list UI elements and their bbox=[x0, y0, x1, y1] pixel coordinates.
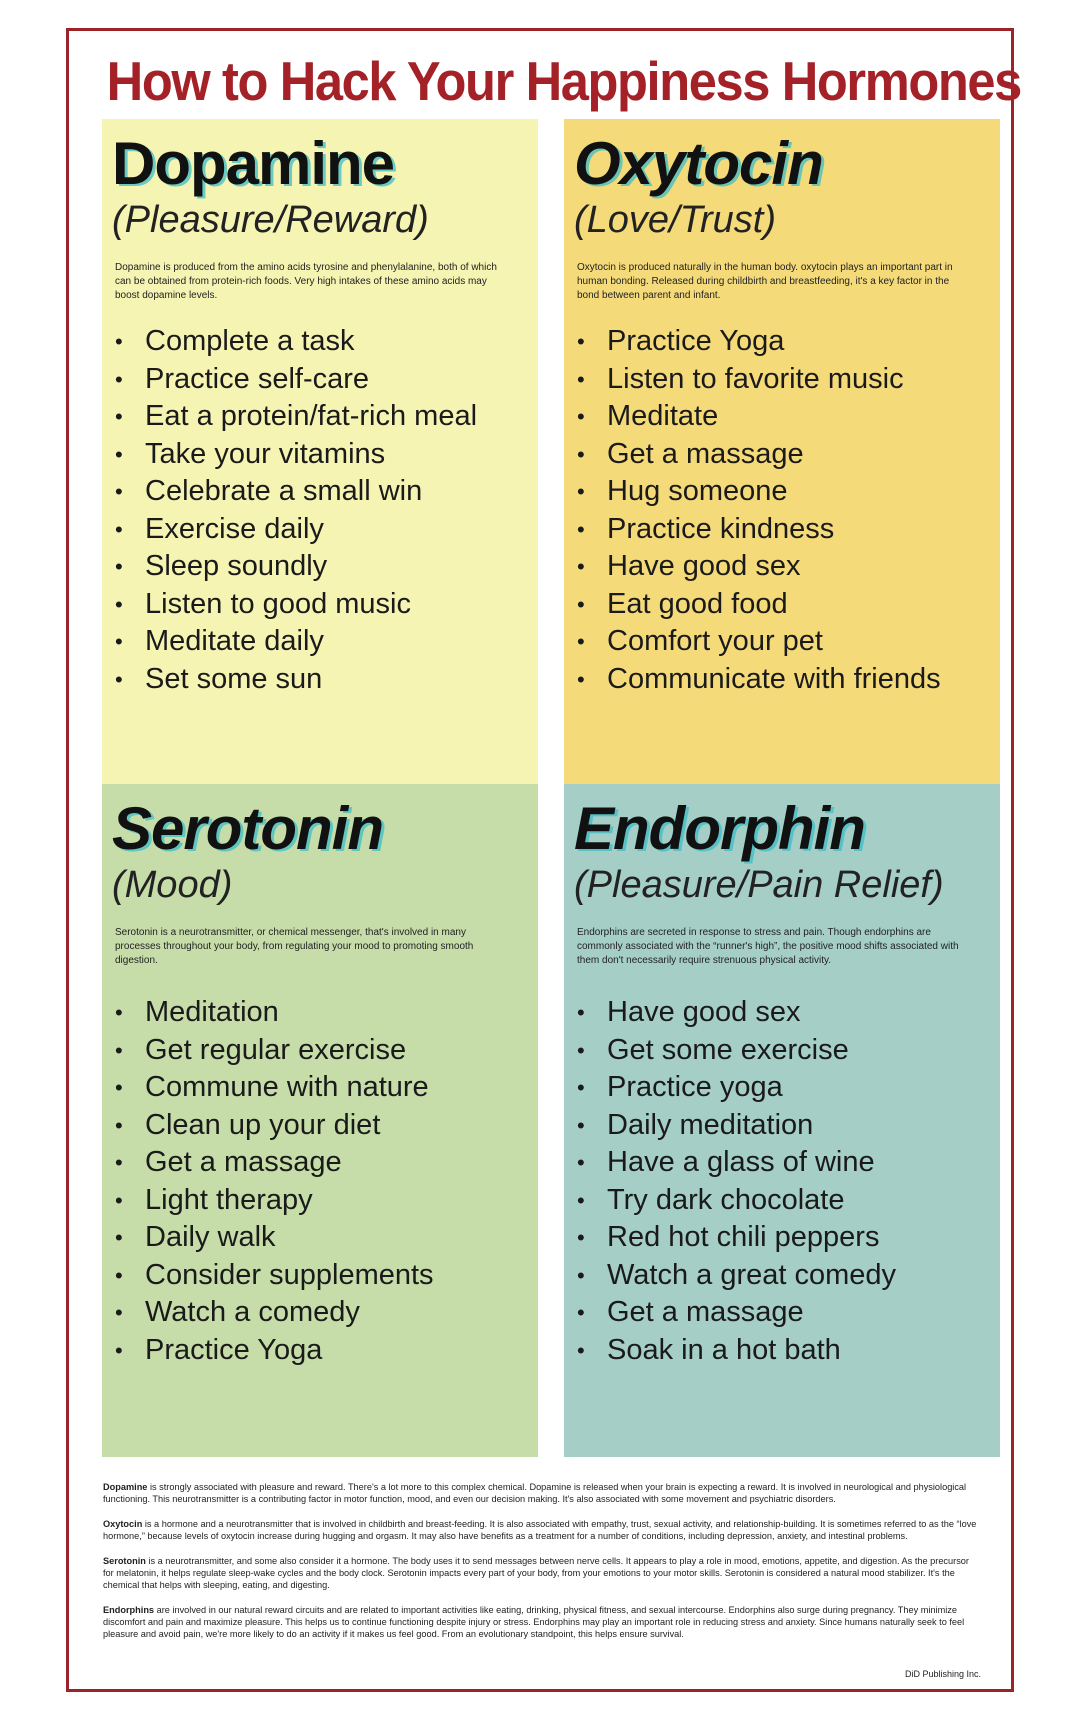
tip-item bbox=[112, 1107, 528, 1145]
tip-text: Commune with nature bbox=[145, 1071, 429, 1103]
tip-text: Get regular exercise bbox=[145, 1033, 407, 1066]
bullet-icon: • bbox=[115, 629, 123, 654]
bullet-icon: • bbox=[577, 404, 585, 429]
panel-dopamine bbox=[102, 119, 538, 784]
bullet-icon: • bbox=[115, 591, 123, 617]
tip-text: Hug someone bbox=[607, 475, 788, 507]
tip-item bbox=[574, 661, 990, 699]
tip-item bbox=[574, 586, 990, 624]
tip-item bbox=[574, 1332, 990, 1370]
tip-item bbox=[574, 1182, 990, 1220]
tips-list bbox=[112, 994, 528, 1369]
bullet-icon: • bbox=[577, 441, 585, 467]
tip-text: Listen to good music bbox=[145, 587, 411, 620]
hormone-name: Dopamine bbox=[112, 130, 395, 197]
footer-paragraph bbox=[103, 1555, 979, 1591]
bullet-icon: • bbox=[115, 1150, 123, 1175]
tip-item bbox=[112, 436, 528, 474]
tip-text: Take your vitamins bbox=[145, 437, 386, 470]
hormone-description: Endorphins are secreted in response to stress and pain. Though endorphins are commonly associated with the “runner's high”, the positive mood shifts associated with them don't necessarily require strenuous physical activity. bbox=[577, 927, 959, 966]
bullet-icon: • bbox=[577, 366, 585, 392]
tip-text: Daily walk bbox=[145, 1221, 276, 1253]
page-title: How to Hack Your Happiness Hormones bbox=[106, 50, 1021, 112]
tip-text: Watch a comedy bbox=[145, 1296, 360, 1328]
tip-item bbox=[574, 511, 990, 549]
hormone-name: Serotonin bbox=[112, 795, 383, 862]
bullet-icon: • bbox=[115, 666, 123, 692]
poster-frame bbox=[66, 28, 1021, 1692]
bullet-icon: • bbox=[577, 1150, 585, 1175]
tips-list bbox=[574, 994, 990, 1369]
tip-item bbox=[112, 1332, 528, 1370]
bullet-icon: • bbox=[577, 1075, 585, 1100]
tips-list bbox=[112, 323, 528, 698]
tip-text: Practice self-care bbox=[145, 362, 370, 395]
tip-text: Get some exercise bbox=[607, 1033, 849, 1066]
bullet-icon: • bbox=[115, 1000, 123, 1025]
tip-text: Eat a protein/fat-rich meal bbox=[145, 400, 478, 432]
hormone-subtitle: (Pleasure/Reward) bbox=[112, 199, 429, 241]
hormone-name: Endorphin bbox=[574, 795, 865, 862]
tip-item bbox=[112, 1219, 528, 1257]
footer-text: is a neurotransmitter, and some also consider it a hormone. The body uses it to send messages between nerve cells. It appears to play a role in mood, emotions, appetite, and digestion. As the precursor for melatonin, it helps regulate sleep-wake cycles and the body clock. Serotonin impacts every part of your body, from your emotions to your motor skills. Serotonin is considered a natural mood stabilizer. It's the chemical that helps with sleeping, eating, and digesting. bbox=[103, 1556, 969, 1590]
bullet-icon: • bbox=[577, 554, 585, 579]
tip-text: Light therapy bbox=[145, 1183, 313, 1216]
tip-text: Daily meditation bbox=[607, 1108, 814, 1141]
bullet-icon: • bbox=[115, 1225, 123, 1250]
footer-term: Serotonin bbox=[103, 1556, 146, 1566]
bullet-icon: • bbox=[577, 666, 585, 692]
tip-text: Have good sex bbox=[607, 550, 801, 582]
tip-text: Practice Yoga bbox=[145, 1333, 323, 1366]
tip-item bbox=[112, 1257, 528, 1295]
footer-text: is a hormone and a neurotransmitter that is involved in childbirth and breast-feeding. It is also associated with empathy, trust, sexual activity, and relationship-building. It is sometimes referred to as the “love hormone,” because levels of oxytocin increase during hugging and orgasm. It may also have benefits as a treatment for a number of conditions, including depression, anxiety, and intestinal problems. bbox=[103, 1519, 977, 1541]
footer-term: Dopamine bbox=[103, 1482, 148, 1492]
tip-item bbox=[574, 398, 990, 436]
tip-item bbox=[574, 994, 990, 1032]
tip-text: Have a glass of wine bbox=[607, 1146, 875, 1178]
footer-paragraph bbox=[103, 1481, 979, 1505]
bullet-icon: • bbox=[115, 1037, 123, 1063]
panel-endorphin bbox=[564, 784, 1000, 1457]
bullet-icon: • bbox=[577, 1262, 585, 1288]
tip-text: Listen to favorite music bbox=[607, 362, 904, 395]
bullet-icon: • bbox=[115, 404, 123, 429]
bullet-icon: • bbox=[577, 1300, 585, 1325]
tip-item bbox=[574, 623, 990, 661]
tip-item bbox=[574, 548, 990, 586]
tip-text: Consider supplements bbox=[145, 1258, 434, 1291]
tip-text: Soak in a hot bath bbox=[607, 1333, 841, 1366]
tip-item bbox=[574, 473, 990, 511]
tip-item bbox=[574, 436, 990, 474]
tip-item bbox=[574, 1144, 990, 1182]
hormone-description: Serotonin is a neurotransmitter, or chemical messenger, that's involved in many processes throughout your body, from regulating your mood to promoting smooth digestion. bbox=[115, 927, 474, 966]
tip-text: Red hot chili peppers bbox=[607, 1221, 880, 1253]
tip-item bbox=[574, 1294, 990, 1332]
footer-text: are involved in our natural reward circuits and are related to important activities like eating, drinking, physical fitness, and sexual intercourse. Endorphins also surge during pregnancy. They minimize discomfort and pain and maximize pleasure. This helps us to continue functioning despite injury or stress. Endorphins may play an important role in reducing stress and anxiety. Since humans naturally seek to feel pleasure and avoid pain, we're more likely to do an activity if it makes us feel good. From an evolutionary standpoint, this helps ensure survival. bbox=[103, 1605, 965, 1639]
bullet-icon: • bbox=[115, 516, 123, 542]
bullet-icon: • bbox=[115, 1187, 123, 1213]
bullet-icon: • bbox=[115, 366, 123, 392]
tip-item bbox=[112, 398, 528, 436]
tip-item bbox=[112, 994, 528, 1032]
bullet-icon: • bbox=[115, 1337, 123, 1363]
bullet-icon: • bbox=[115, 1300, 123, 1325]
tip-item bbox=[574, 1032, 990, 1070]
bullet-icon: • bbox=[115, 1075, 123, 1100]
tip-item bbox=[574, 323, 990, 361]
panel-serotonin bbox=[102, 784, 538, 1457]
hormone-name: Oxytocin bbox=[574, 130, 823, 197]
tip-item bbox=[112, 1032, 528, 1070]
bullet-icon: • bbox=[115, 554, 123, 579]
tip-text: Try dark chocolate bbox=[607, 1183, 845, 1216]
bullet-icon: • bbox=[577, 1112, 585, 1138]
bullet-icon: • bbox=[577, 329, 585, 354]
tip-text: Get a massage bbox=[607, 437, 804, 470]
tip-text: Watch a great comedy bbox=[607, 1258, 897, 1291]
footer-paragraph bbox=[103, 1518, 979, 1542]
bullet-icon: • bbox=[577, 629, 585, 654]
bullet-icon: • bbox=[115, 1262, 123, 1288]
footer-paragraph bbox=[103, 1604, 979, 1640]
tip-item bbox=[112, 473, 528, 511]
hormone-description: Dopamine is produced from the amino acids tyrosine and phenylalanine, both of which can be obtained from protein-rich foods. Very high intakes of these amino acids may boost dopamine levels. bbox=[115, 262, 497, 301]
bullet-icon: • bbox=[577, 479, 585, 504]
tip-text: Celebrate a small win bbox=[145, 475, 423, 507]
tip-item bbox=[112, 586, 528, 624]
footer-text: is strongly associated with pleasure and reward. There's a lot more to this complex chemical. Dopamine is released when your brain is expecting a reward. It is involved in neurological and physiological functioning. This neurotransmitter is a contributing factor in motor function, mood, and even our decision making. It's also associated with some movement and psychiatric disorders. bbox=[103, 1482, 967, 1504]
hormone-subtitle: (Mood) bbox=[112, 864, 233, 906]
tip-text: Communicate with friends bbox=[607, 662, 941, 695]
tip-item bbox=[574, 1107, 990, 1145]
tip-item bbox=[574, 361, 990, 399]
tip-item bbox=[112, 623, 528, 661]
footer-term: Endorphins bbox=[103, 1605, 155, 1615]
tip-text: Clean up your diet bbox=[145, 1108, 381, 1141]
publisher-credit: DiD Publishing Inc. bbox=[904, 1669, 981, 1679]
tip-text: Set some sun bbox=[145, 662, 323, 695]
tip-text: Complete a task bbox=[145, 325, 355, 357]
tip-item bbox=[112, 1069, 528, 1107]
footer-notes bbox=[103, 1481, 979, 1653]
tip-text: Exercise daily bbox=[145, 512, 324, 545]
bullet-icon: • bbox=[115, 479, 123, 504]
hormone-description: Oxytocin is produced naturally in the human body. oxytocin plays an important part in human bonding. Released during childbirth and breastfeeding, it's a key factor in the bond between parent and infant. bbox=[577, 262, 953, 301]
bullet-icon: • bbox=[577, 1225, 585, 1250]
bullet-icon: • bbox=[115, 329, 123, 354]
tip-item bbox=[112, 1294, 528, 1332]
hormone-subtitle: (Love/Trust) bbox=[574, 199, 777, 241]
tip-item bbox=[574, 1219, 990, 1257]
tip-item bbox=[112, 1182, 528, 1220]
tip-text: Practice yoga bbox=[607, 1071, 783, 1103]
tip-item bbox=[112, 511, 528, 549]
tip-text: Eat good food bbox=[607, 587, 788, 620]
tip-text: Have good sex bbox=[607, 996, 801, 1028]
footer-term: Oxytocin bbox=[103, 1519, 143, 1529]
bullet-icon: • bbox=[577, 1187, 585, 1213]
tip-text: Comfort your pet bbox=[607, 625, 823, 657]
bullet-icon: • bbox=[577, 1000, 585, 1025]
tip-text: Meditate bbox=[607, 400, 719, 432]
tip-item bbox=[112, 661, 528, 699]
tip-text: Sleep soundly bbox=[145, 550, 328, 582]
tip-item bbox=[574, 1069, 990, 1107]
tips-list bbox=[574, 323, 990, 698]
panel-oxytocin bbox=[564, 119, 1000, 784]
tip-text: Meditate daily bbox=[145, 625, 324, 657]
bullet-icon: • bbox=[577, 1037, 585, 1063]
tip-item bbox=[574, 1257, 990, 1295]
tip-item bbox=[112, 361, 528, 399]
bullet-icon: • bbox=[115, 1112, 123, 1138]
bullet-icon: • bbox=[577, 516, 585, 542]
bullet-icon: • bbox=[577, 591, 585, 617]
tip-text: Practice kindness bbox=[607, 512, 835, 545]
tip-text: Get a massage bbox=[145, 1146, 342, 1178]
tip-item bbox=[112, 1144, 528, 1182]
bullet-icon: • bbox=[577, 1337, 585, 1363]
hormone-subtitle: (Pleasure/Pain Relief) bbox=[574, 864, 944, 906]
tip-text: Get a massage bbox=[607, 1296, 804, 1328]
tip-text: Practice Yoga bbox=[607, 325, 785, 357]
tip-item bbox=[112, 323, 528, 361]
tip-item bbox=[112, 548, 528, 586]
tip-text: Meditation bbox=[145, 996, 279, 1028]
bullet-icon: • bbox=[115, 441, 123, 467]
